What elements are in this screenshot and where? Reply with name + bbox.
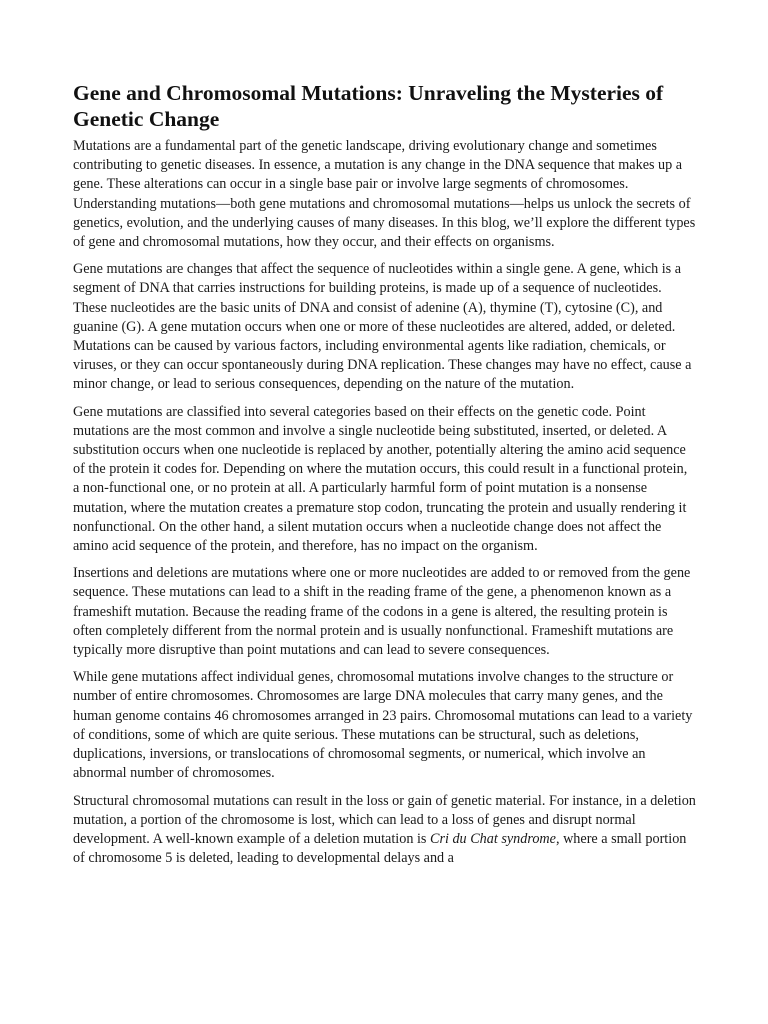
paragraph-text-after: , where a small portion of chromosome 5 is deleted, leading to developmental delays and a [73, 830, 687, 867]
paragraph-gene-mutations: Gene mutations are changes that affect the sequence of nucleotides within a single gene. A gene, which is a segment of DNA that carries instructions for building proteins, is made up of a sequence of nucleotides. These nucleotides are the basic units of DNA and consist of adenine (A), thymine (T), cytosine (C), and guanine (G). A gene mutation occurs when one or more of these nucleotides are altered, added, or deleted. Mutations can be caused by various factors, including environmental agents like radiation, chemicals, or viruses, or they can occur spontaneously during DNA replication. These changes may have no effect, cause a minor change, or lead to serious consequences, depending on the nature of the mutation. [73, 261, 692, 393]
paragraph-intro: Mutations are a fundamental part of the genetic landscape, driving evolutionary change and sometimes contributing to genetic diseases. In essence, a mutation is any change in the DNA sequence that makes up a gene. These alterations can occur in a single base pair or involve large segments of chromosomes. Understanding mutations—both gene mutations and chromosomal mutations—helps us unlock the secrets of genetics, evolution, and the underlying causes of many diseases. In this blog, we’ll explore the different types of gene and chromosomal mutations, how they occur, and their effects on organisms. [73, 138, 696, 251]
article-title: Gene and Chromosomal Mutations: Unraveling the Mysteries of Genetic Change [73, 81, 664, 131]
document-page [73, 80, 697, 876]
paragraph-point-mutations: Gene mutations are classified into several categories based on their effects on the genetic code. Point mutations are the most common and involve a single nucleotide being substituted, inserted, or deleted. A substitution occurs when one nucleotide is replaced by another, potentially altering the amino acid sequence of the protein it codes for. Depending on where the mutation occurs, this could result in a functional protein, a non-functional one, or no protein at all. A particularly harmful form of point mutation is a nonsense mutation, where the mutation creates a premature stop codon, truncating the protein and usually rendering it nonfunctional. On the other hand, a silent mutation occurs when a nucleotide change does not affect the amino acid sequence of the protein, and therefore, has no impact on the organism. [73, 403, 688, 555]
paragraph-text-before: Structural chromosomal mutations can result in the loss or gain of genetic material. For instance, in a deletion mutation, a portion of the chromosome is lost, which can lead to a loss of genes and disrupt normal development. A well-known example of a deletion mutation is [73, 792, 696, 847]
italic-term: Cri du Chat syndrome [429, 830, 556, 847]
paragraph-chromosomal-mutations: While gene mutations affect individual genes, chromosomal mutations involve changes to the structure or number of entire chromosomes. Chromosomes are large DNA molecules that carry many genes, and the human genome contains 46 chromosomes arranged in 23 pairs. Chromosomal mutations can lead to a variety of conditions, some of which are quite serious. These mutations can be structural, such as deletions, duplications, inversions, or translocations of chromosomal segments, or numerical, which involve an abnormal number of chromosomes. [73, 669, 693, 782]
paragraph-structural-mutations [73, 792, 697, 869]
paragraph-insertions-deletions: Insertions and deletions are mutations where one or more nucleotides are added to or removed from the gene sequence. These mutations can lead to a shift in the reading frame of the gene, a phenomenon known as a frameshift mutation. Because the reading frame of the codons in a gene is altered, the resulting protein is often completely different from the normal protein and is usually nonfunctional. Frameshift mutations are typically more disruptive than point mutations and can lead to severe consequences. [73, 565, 691, 659]
